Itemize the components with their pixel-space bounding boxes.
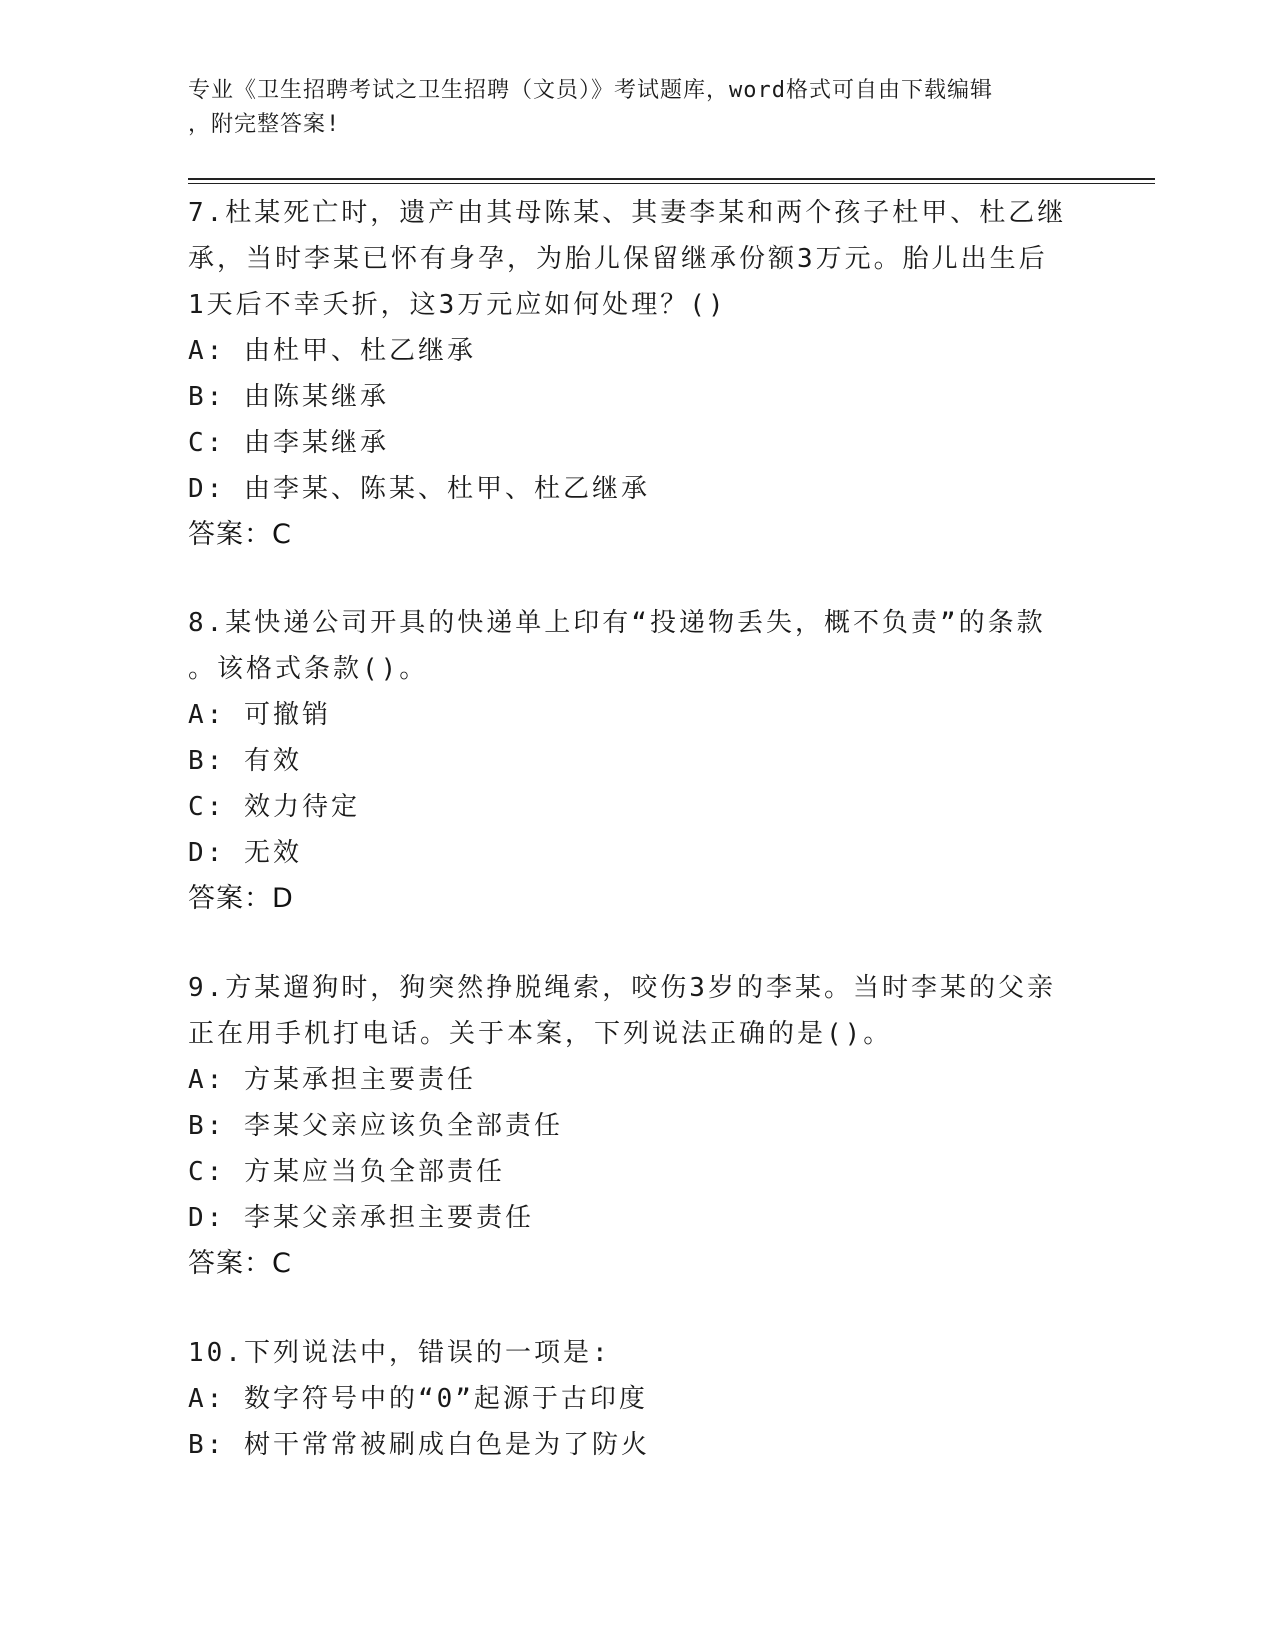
option-d: D: 李某父亲承担主要责任: [188, 1203, 534, 1233]
question-stem-line: 8.某快递公司开具的快递单上印有“投递物丢失，概不负责”的条款: [188, 608, 1046, 638]
header-divider-thin: [188, 183, 1155, 184]
answer-line: 答案：C: [188, 519, 292, 550]
option-c: C: 方某应当负全部责任: [188, 1157, 505, 1187]
header-line-1: 专业《卫生招聘考试之卫生招聘（文员）》考试题库，word格式可自由下载编辑: [188, 78, 993, 103]
question-stem-line: 。该格式条款()。: [188, 654, 429, 684]
option-a: A: 可撤销: [188, 700, 331, 730]
question-8: [188, 600, 1068, 922]
option-b: B: 李某父亲应该负全部责任: [188, 1111, 563, 1141]
question-stem-line: 9.方某遛狗时，狗突然挣脱绳索，咬伤3岁的李某。当时李某的父亲: [188, 973, 1056, 1003]
option-d: D: 由李某、陈某、杜甲、杜乙继承: [188, 474, 650, 504]
option-a: A: 方某承担主要责任: [188, 1065, 476, 1095]
header-divider-thick: [188, 178, 1155, 180]
answer-line: 答案：C: [188, 1248, 292, 1279]
option-d: D: 无效: [188, 838, 302, 868]
question-stem-line: 7.杜某死亡时，遗产由其母陈某、其妻李某和两个孩子杜甲、杜乙继: [188, 198, 1067, 228]
question-10: [188, 1330, 1068, 1468]
option-c: C: 由李某继承: [188, 428, 389, 458]
question-7: [188, 190, 1068, 558]
option-c: C: 效力待定: [188, 792, 360, 822]
option-b: B: 有效: [188, 746, 302, 776]
question-stem-line: 承，当时李某已怀有身孕，为胎儿保留继承份额3万元。胎儿出生后: [188, 244, 1048, 274]
header-line-2: ，附完整答案!: [188, 112, 341, 137]
question-stem-line: 正在用手机打电话。关于本案，下列说法正确的是()。: [188, 1019, 893, 1049]
question-9: [188, 965, 1068, 1287]
document-header: [188, 74, 1068, 142]
option-a: A: 数字符号中的“0”起源于古印度: [188, 1384, 648, 1414]
question-stem-line: 1天后不幸夭折，这3万元应如何处理？(): [188, 290, 727, 320]
option-a: A: 由杜甲、杜乙继承: [188, 336, 476, 366]
question-stem-line: 10.下列说法中，错误的一项是:: [188, 1338, 611, 1368]
option-b: B: 由陈某继承: [188, 382, 389, 412]
option-b: B: 树干常常被刷成白色是为了防火: [188, 1430, 650, 1460]
answer-line: 答案：D: [188, 883, 294, 914]
